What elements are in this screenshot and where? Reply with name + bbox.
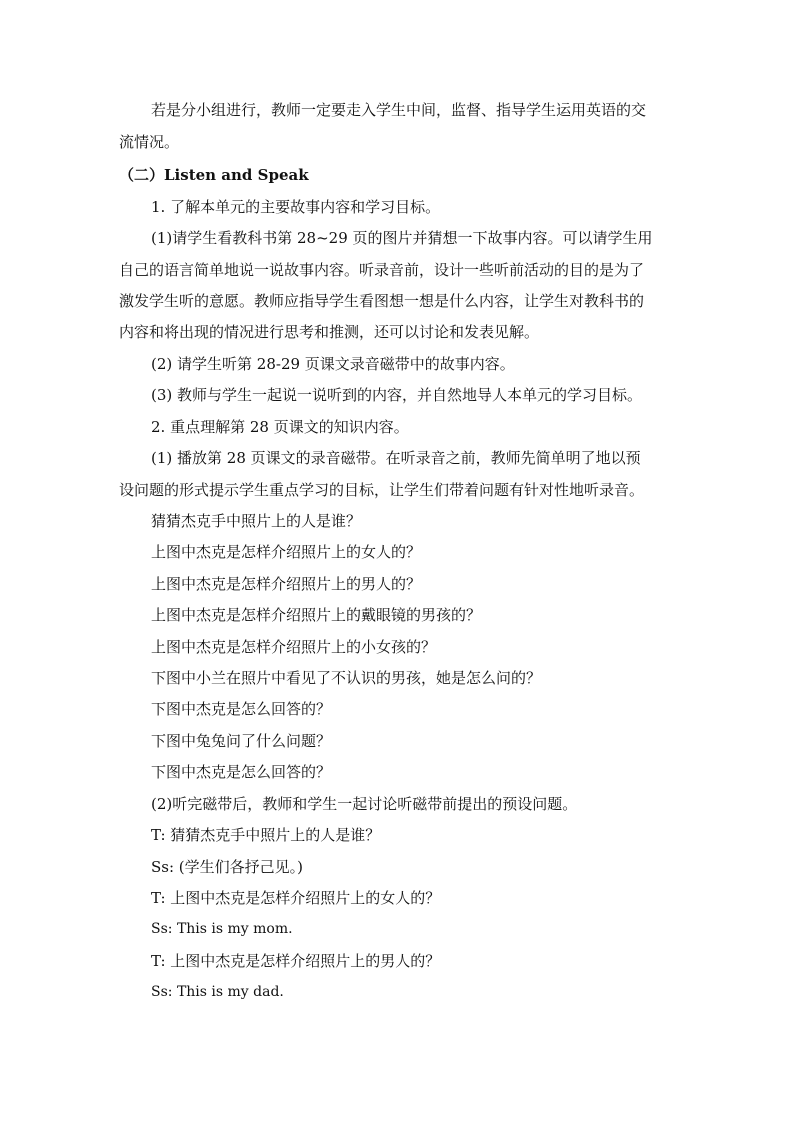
question-line: 猜猜杰克手中照片上的人是谁？ (151, 512, 362, 530)
paragraph-line: 设问题的形式提示学生重点学习的目标，让学生们带着问题有针对性地听录音。 (119, 481, 645, 499)
paragraph-line: 内容和将出现的情况进行思考和推测，还可以讨论和发表见解。 (119, 323, 540, 341)
question-line: 下图中小兰在照片中看见了不认识的男孩，她是怎么问的？ (151, 669, 542, 687)
dialogue-line: Ss: (学生们各抒己见。) (151, 858, 304, 876)
section-heading: （二）Listen and Speak (119, 166, 309, 184)
question-line: 下图中杰克是怎么回答的？ (151, 763, 332, 781)
question-line: 上图中杰克是怎样介绍照片上的女人的？ (151, 543, 422, 561)
paragraph-line: 1. 了解本单元的主要故事内容和学习目标。 (151, 198, 441, 216)
paragraph-line: (2)听完磁带后，教师和学生一起讨论听磁带前提出的预设问题。 (151, 795, 578, 813)
paragraph-line: 自己的语言简单地说一说故事内容。听录音前，设计一些听前活动的目的是为了 (119, 261, 645, 279)
question-line: 上图中杰克是怎样介绍照片上的小女孩的？ (151, 638, 437, 656)
dialogue-line: Ss: This is my dad. (151, 984, 284, 1000)
paragraph-line: 若是分小组进行，教师一定要走入学生中间，监督、指导学生运用英语的交 (151, 101, 647, 119)
dialogue-line: T: 猜猜杰克手中照片上的人是谁？ (151, 826, 381, 844)
paragraph-line: (1)请学生看教科书第 28~29 页的图片并猜想一下故事内容。可以请学生用 (151, 229, 653, 247)
question-line: 上图中杰克是怎样介绍照片上的男人的？ (151, 575, 422, 593)
question-line: 下图中兔兔问了什么问题？ (151, 732, 332, 750)
paragraph-line: (3) 教师与学生一起说一说听到的内容，并自然地导人本单元的学习目标。 (151, 386, 643, 404)
dialogue-line: T: 上图中杰克是怎样介绍照片上的女人的？ (151, 889, 441, 907)
dialogue-line: Ss: This is my mom. (151, 921, 293, 937)
question-line: 上图中杰克是怎样介绍照片上的戴眼镜的男孩的？ (151, 606, 482, 624)
paragraph-line: 激发学生听的意愿。教师应指导学生看图想一想是什么内容，让学生对教科书的 (119, 292, 645, 310)
question-line: 下图中杰克是怎么回答的？ (151, 700, 332, 718)
dialogue-line: T: 上图中杰克是怎样介绍照片上的男人的？ (151, 952, 441, 970)
paragraph-line: 2. 重点理解第 28 页课文的知识内容。 (151, 418, 409, 436)
paragraph-line: 流情况。 (119, 133, 180, 151)
paragraph-line: (1) 播放第 28 页课文的录音磁带。在听录音之前，教师先简单明了地以预 (151, 449, 641, 467)
paragraph-line: (2) 请学生听第 28-29 页课文录音磁带中的故事内容。 (151, 355, 515, 373)
